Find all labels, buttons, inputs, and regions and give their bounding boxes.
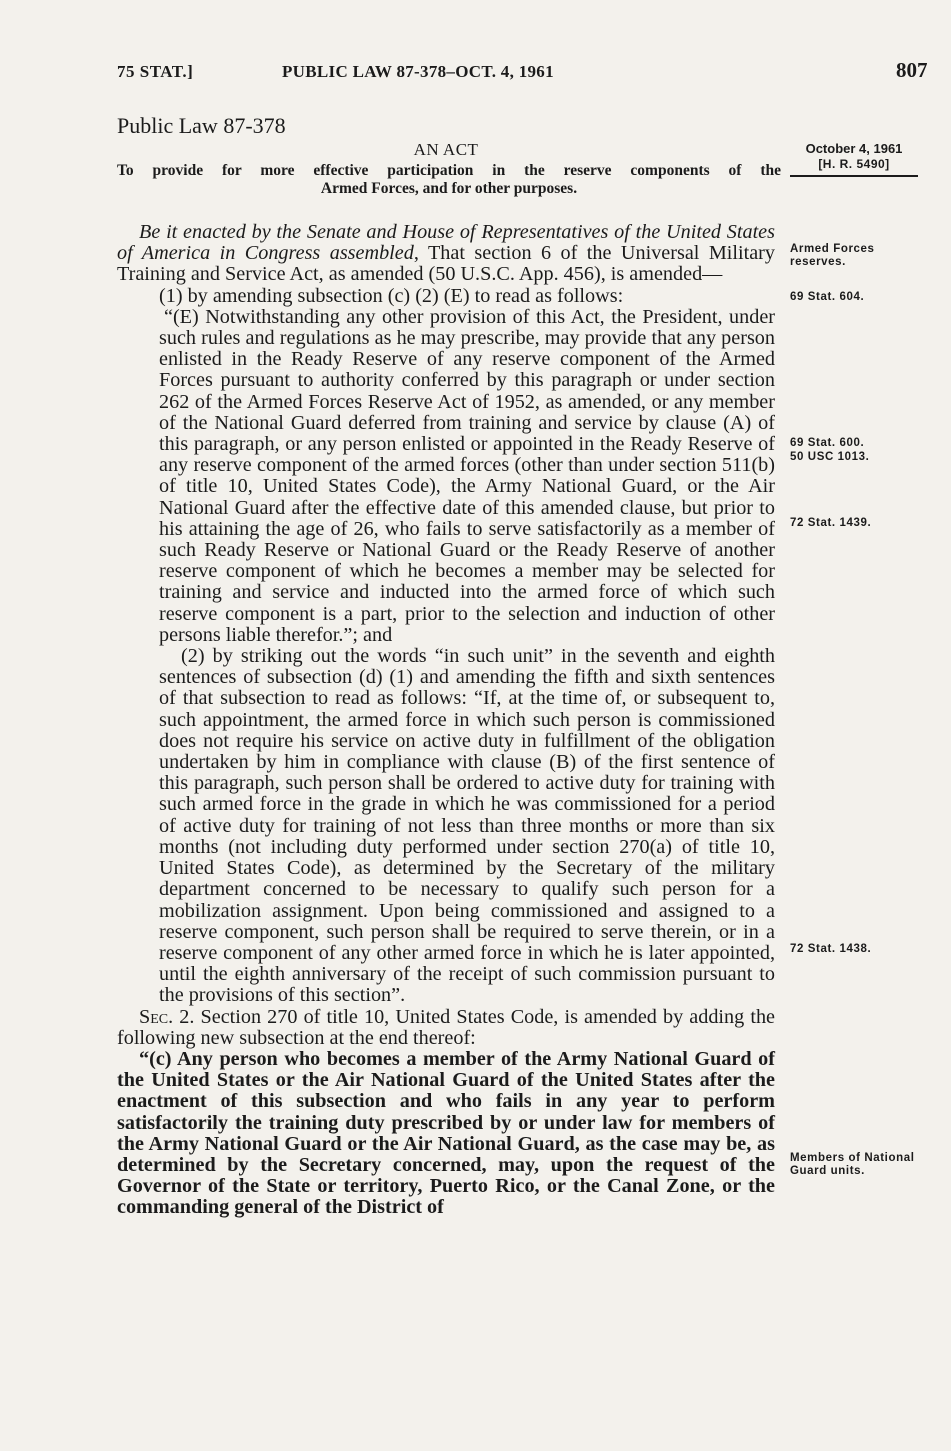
item-2: (2) by striking out the words “in such unit” in the seventh and eighth sentences of subsection (d) (1) and amending the fifth and sixth sentences of that subsection to read as follows: “If, at the time of, or subsequent to, such appointment, the armed force in which such person is commissioned does not require his service on active duty in fulfillment of the obligation undertaken by him in compliance with clause (B) of the first sentence of this paragraph, such person shall be ordered to active duty for training with such armed force in the grade in which he was commissioned for a period of active duty for training of not less than three months or more than six months (not including duty performed under section 270(a) of title 10, United States Code), as determined by the Secretary of the military department concerned to be necessary to qualify such person for a mobilization assignment. Upon being commissioned and assigned to a reserve component, such person shall be required to serve therein, or in a reserve component of any other armed force in which he is later appointed, until the eighth anniversary of the receipt of such commission pursuant to the provisions of this section”. [159,645,775,1007]
page-number: 807 [896,58,928,82]
act-body [117,222,775,1219]
purpose-line-2: Armed Forces, and for other purposes. [320,180,578,197]
purpose-line-1: To provide for more effective participation in the reserve components of the [117,162,781,179]
running-head-title: PUBLIC LAW 87-378–OCT. 4, 1961 [282,62,554,81]
margin-note-armed-forces: Armed Forces reserves. [790,243,875,268]
quote-subsection-c: “(c) Any person who becomes a member of the Army National Guard of the United States or the Air National Guard of the United States after the enactment of this subsection and who fails in any year to perform satisfactorily the training duty prescribed by or under law for members of the Army National Guard or the Air National Guard, as the case may be, as determined by the Secretary concerned, may, upon the request of the Governor of the State or territory, Puerto Rico, or the Canal Zone, or the commanding general of the District of [117,1047,775,1219]
date-rule [790,175,918,177]
item-1: (1) by amending subsection (c) (2) (E) to read as follows: [159,284,624,307]
quote-subsection-e: “(E) Notwithstanding any other provision of this Act, the President, under such rules and regulations as he may prescribe, may provide that any person enlisted in the Ready Reserve of any reserve component of the Armed Forces pursuant to authority conferred by this paragraph or under section 262 of the Armed Forces Reserve Act of 1952, as amended, or any member of the National Guard deferred from training and service by clause (A) of this paragraph, or any person enlisted or appointed in the Ready Reserve of any reserve component of the armed forces (other than under section 511(b) of title 10, United States Code), the Army National Guard, or the Air National Guard after the effective date of this amended clause, but prior to his attaining the age of 26, who fails to serve satisfactorily as a member of such Ready Reserve or National Guard or the Ready Reserve of another reserve component of which he becomes a member may be selected for training and service and inducted into the armed force of which such reserve component is a part, prior to the selection and induction of other persons liable therefor.”; and [159,305,775,646]
bill-number: [H. R. 5490] [818,157,890,171]
enacting-rest: , That section 6 of the Universal Military Training and Service Act, as amended (50 U.S.C. App. 456), is amended— [117,242,775,286]
margin-note-guard-units: Members of National Guard units. [790,1152,915,1177]
margin-note-72-stat-1438: 72 Stat. 1438. [790,943,872,955]
margin-note-50-usc-1013: 50 USC 1013. [790,451,870,463]
enacting-italic: Be it enacted by the Senate and House of Representatives of the United States of America in Congress assembled [117,221,775,265]
margin-note-69-stat-604: 69 Stat. 604. [790,291,865,303]
running-head-volume: 75 STAT.] [117,62,194,81]
enactment-date: October 4, 1961 [805,141,903,156]
section-2 [117,1007,775,1049]
section-2-text: Section 270 of title 10, United States Code, is amended by adding the following new subsection at the end thereof: [117,1005,775,1049]
enacting-clause [117,222,775,286]
act-purpose [117,162,781,198]
section-2-label: Sec. 2. [139,1005,195,1028]
margin-note-69-stat-600: 69 Stat. 600. [790,437,865,449]
date-bill-box [790,141,918,177]
law-title: Public Law 87-378 [117,113,286,138]
margin-note-72-stat-1439: 72 Stat. 1439. [790,517,872,529]
an-act-heading: AN ACT [413,140,479,159]
